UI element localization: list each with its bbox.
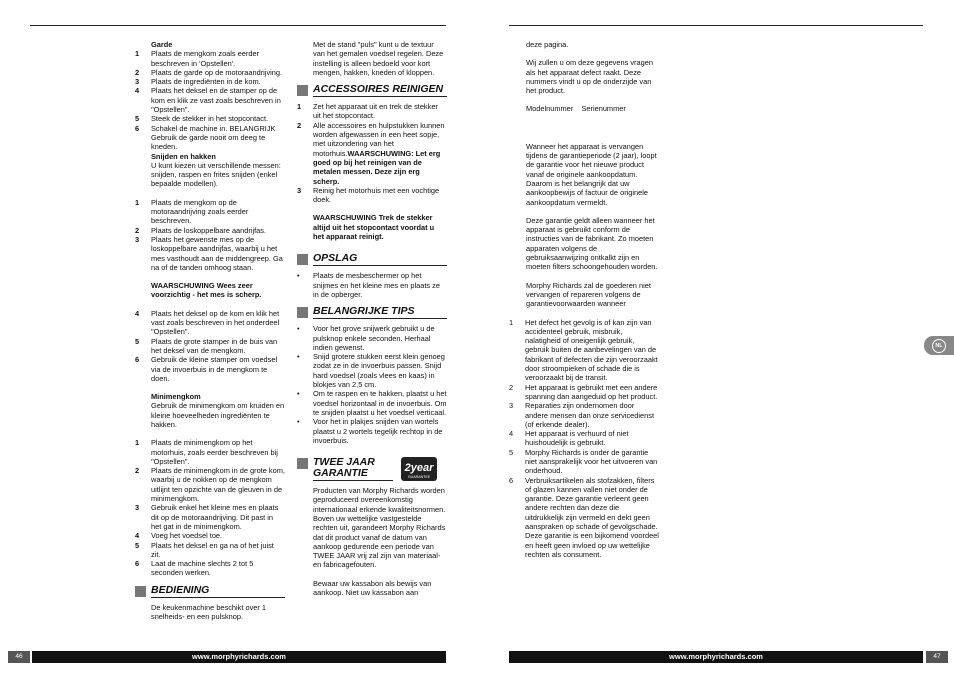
list-item-text: Plaats de minimengkom in de grote kom, waarbij u de nokken op de mengkom uitlijnt ten opzichte van de gleuven in de minimengkom.: [151, 466, 285, 504]
list-item-text: Verbruiksartikelen als stofzakken, filters of glazen kannen vallen niet onder de garantie. Deze garantie verleent geen andere rechten dan deze die uitdrukkelijk zijn vermeld en dekt geen aanspraken op schade of gevolgschade. Deze garantie is een bijkomend voordeel en heeft geen invloed op uw wettelijke rechten als consument.: [525, 475, 659, 559]
list-item-text: Laat de machine slechts 2 tot 5 seconden werken.: [151, 559, 254, 578]
list-item: [509, 318, 659, 383]
garantie-section-head: [297, 457, 447, 481]
list-item-text: Voor het in plakjes snijden van wortels plaatst u 2 wortels tegelijk rechtop in de invoerbuis.: [313, 417, 443, 445]
step-number: 2: [509, 382, 514, 392]
column-3: [509, 40, 659, 559]
column-2: [297, 40, 447, 597]
list-item-text: Snijd grotere stukken eerst klein genoeg zodat ze in de invoerbuis passen. Snijd hard voedsel (zoals vlees en kaas) in blokjes van 2,5 cm.: [313, 352, 445, 390]
step-number: 1: [135, 197, 140, 207]
list-item-text: Plaats de grote stamper in de buis van het deksel van de mengkom.: [151, 336, 278, 355]
list-item: [509, 383, 659, 402]
list-item: [135, 235, 285, 272]
step-number: 4: [135, 86, 140, 96]
section-square-icon: [297, 254, 308, 265]
list-item-text: Steek de stekker in het stopcontact.: [151, 114, 269, 124]
list-item: [135, 355, 285, 383]
list-item: [297, 389, 447, 417]
footer-url-left: www.morphyrichards.com: [32, 651, 446, 663]
section-square-icon: [297, 85, 308, 96]
step-number: 5: [135, 336, 140, 346]
list-item-text: Plaats de mengkom zoals eerder beschreven in 'Opstellen'.: [151, 49, 260, 68]
bullet-marker: •: [297, 271, 300, 281]
step-number: 5: [135, 114, 140, 124]
snijden-steps-1: [135, 198, 285, 272]
model-serial-line: [509, 104, 659, 113]
accessoires-heading: ACCESSOIRES REINIGEN: [313, 84, 447, 97]
step-number: 4: [509, 429, 514, 439]
model-number-label: Modelnummer: [526, 104, 574, 114]
list-item-text: Morphy Richards is onder de garantie niet aansprakelijk voor het uitvoeren van onderhoud.: [525, 447, 658, 476]
step-number: 2: [135, 67, 140, 77]
step-number: 1: [135, 49, 140, 59]
list-item: [135, 49, 285, 68]
list-item-text: Het apparaat is gebruikt met een andere spanning dan aangeduid op het product.: [525, 382, 658, 401]
bediening-text: De keukenmachine beschikt over 1 snelheids- en een pulsknop.: [151, 602, 267, 622]
language-tab: NL: [924, 336, 954, 355]
step-number: 4: [135, 308, 140, 318]
snijden-heading: Snijden en hakken: [151, 151, 216, 161]
list-item: [135, 226, 285, 235]
step-number: 6: [135, 355, 140, 365]
accessoires-warning: WAARSCHUWING Trek de stekker altijd uit het stopcontact voordat u het apparaat reinigt.: [313, 213, 435, 242]
list-item-text: Voeg het voedsel toe.: [151, 531, 223, 541]
list-item-text: Om te raspen en te hakken, plaatst u het voedsel horizontaal in de invoerbuis. Om te snijden plaatst u het voedsel verticaal.: [313, 389, 447, 417]
list-item: [509, 401, 659, 429]
badge-small-text: GUARANTEE: [407, 475, 431, 480]
snijden-steps-2: [135, 309, 285, 383]
list-item-text: Schakel de machine in. BELANGRIJK Gebruik de garde nooit om deeg te kneden.: [151, 123, 276, 152]
opslag-section-head: [297, 253, 447, 266]
list-item: 3 Reinig het motorhuis met een vochtige doek.: [297, 185, 440, 205]
garde-heading: Garde: [151, 40, 173, 49]
list-item-text: Het apparaat is verhuurd of niet huishoudelijk is gebruikt.: [525, 429, 629, 448]
bullet-marker: •: [297, 389, 300, 399]
list-item: [509, 476, 659, 560]
bullet-marker: •: [297, 352, 300, 362]
list-item-text: Plaats het deksel op de kom en klik het vast zoals beschreven in het onderdeel "Opstellen".: [151, 308, 280, 337]
footer-url-right: www.morphyrichards.com: [509, 651, 923, 663]
list-item: [135, 466, 285, 503]
list-item-text: Plaats het deksel en ga na of het juist zit.: [151, 540, 274, 559]
col3-p2: Wij zullen u om deze gegevens vragen als het apparaat defect raakt. Deze nummers vindt u op de onderzijde van het product.: [526, 58, 653, 96]
list-item-text: Gebruik enkel het kleine mes en plaats dit op de motoraandrijving. Dit past in het gat in de minimengkom.: [151, 503, 279, 531]
step-number: 6: [135, 123, 140, 133]
tips-section-head: [297, 306, 447, 319]
list-item: [135, 198, 285, 226]
step-number: 2: [135, 466, 140, 476]
step-number: 3: [135, 234, 140, 244]
garantie-p1: Producten van Morphy Richards worden geproduceerd overeenkomstig internationaal erkende kwaliteitsnormen. Boven uw wettelijke vastgestelde rechten uit, garandeert Morphy Richards dat dit product vanaf de datum van aankoop gedurende een periode van TWEE JAAR vrij zal zijn van materiaal- en fabricagefouten.: [313, 486, 446, 570]
list-item: [135, 531, 285, 540]
list-item: [135, 541, 285, 560]
opslag-heading: OPSLAG: [313, 253, 447, 266]
list-item-text: Plaats de minimengkom op het motorhuis, zoals eerder beschreven bij "Opstellen".: [151, 438, 278, 466]
step-number: 6: [135, 559, 140, 569]
snijden-intro: U kunt kiezen uit verschillende messen: snijden, raspen en frites snijden (enkel bepaalde modellen).: [151, 160, 281, 189]
step-number: 4: [135, 531, 140, 541]
two-year-guarantee-badge: [401, 457, 437, 481]
list-item: [297, 352, 447, 389]
tips-bullets: [297, 324, 447, 445]
page-number-right: 47: [926, 651, 948, 663]
minimengkom-intro: Gebruik de minimengkom om kruiden en kleine hoeveelheden ingrediënten te hakken.: [151, 401, 285, 429]
col3-p5: Morphy Richards zal de goederen niet vervangen of repareren volgens de garantievoorwaarden wanneer: [526, 280, 651, 309]
top-rule-right: [509, 25, 923, 26]
list-item: [135, 559, 285, 578]
garde-steps: [135, 49, 285, 151]
snijden-warning: WAARSCHUWING Wees zeer voorzichtig - het mes is scherp.: [151, 281, 262, 300]
list-item: 1 Zet het apparaat uit en trek de stekker uit het stopcontact.: [297, 102, 438, 121]
step-number: 3: [509, 401, 514, 411]
list-item-text: Gebruik de kleine stamper om voedsel via de invoerbuis in de mengkom te doen.: [151, 355, 278, 383]
list-item: [297, 324, 447, 352]
list-item-text: Plaats de garde op de motoraandrijving.: [151, 67, 283, 77]
opslag-bullets: [297, 271, 447, 299]
list-item: [135, 337, 285, 356]
accessoires-section-head: [297, 84, 447, 97]
list-item-text: Plaats de ingrediënten in de kom.: [151, 77, 261, 87]
exclusions-list: [509, 318, 659, 560]
list-item-text: Plaats de mengkom op de motoraandrijving zoals eerder beschreven.: [151, 197, 249, 226]
list-item: [135, 503, 285, 531]
bediening-section-head: [135, 585, 285, 598]
list-item: [297, 271, 447, 299]
column-1: [135, 40, 285, 621]
garantie-heading: TWEE JAAR GARANTIE: [313, 457, 393, 481]
tips-heading: BELANGRIJKE TIPS: [313, 306, 447, 319]
step-number: 1: [509, 317, 514, 327]
list-item: [135, 124, 285, 152]
badge-big-text: 2year: [404, 462, 434, 475]
list-item-text: Plaats de loskoppelbare aandrijfas.: [151, 225, 267, 235]
list-item: [135, 77, 285, 86]
list-item-text: Het defect het gevolg is of kan zijn van accidenteel gebruik, misbruik, nalatigheid of oneigenlijk gebruik, gebruik buiten de aanbevelingen van de fabrikant of defecten die zijn veroorzaakt door stroompieken of schade die is veroorzaakt bij de transit.: [525, 317, 658, 383]
list-item-text: Reparaties zijn ondernomen door andere mensen dan onze servicedienst (of erkende dealer).: [525, 401, 655, 429]
top-rule-left: [30, 25, 446, 26]
step-number: 6: [509, 475, 514, 485]
list-item: [135, 309, 285, 337]
list-item: [297, 417, 447, 445]
garantie-p2: Bewaar uw kassabon als bewijs van aankoop. Niet uw kassabon aan: [313, 578, 432, 598]
puls-text: Met de stand "puls" kunt u de textuur van het gemalen voedsel regelen. Deze instelling is alleen bedoeld voor kort mengen, hakken, kneden of kloppen.: [313, 40, 444, 77]
section-square-icon: [297, 458, 308, 469]
list-item-text: Plaats het gewenste mes op de loskoppelbare aandrijfas, waarbij u het mes vasthoudt aan de middengreep. Ga na of de tanden omhoog staan.: [151, 234, 283, 272]
step-number: 1: [135, 438, 140, 448]
list-item-text: Voor het grove snijwerk gebruikt u de pulsknop enkele seconden. Herhaal indien gewenst.: [313, 324, 435, 352]
list-item: [135, 438, 285, 466]
minimengkom-heading: Minimengkom: [151, 392, 201, 402]
list-item: [135, 86, 285, 114]
step-number: 5: [509, 447, 514, 457]
list-item-text: Plaats de mesbeschermer op het snijmes en het kleine mes en plaats ze in de opberger.: [313, 271, 440, 299]
list-item-text: Plaats het deksel en de stamper op de kom en klik ze vast zoals beschreven in "Opstellen".: [151, 86, 281, 115]
step-number: 3: [135, 503, 140, 513]
serial-number-label: Serienummer: [581, 104, 626, 114]
section-square-icon: [297, 307, 308, 318]
list-item: [135, 68, 285, 77]
list-item: [509, 429, 659, 448]
col3-p1: deze pagina.: [526, 40, 569, 49]
bullet-marker: •: [297, 324, 300, 334]
list-item: [135, 114, 285, 123]
col3-p4: Deze garantie geldt alleen wanneer het apparaat is gebruikt conform de instructies van de fabrikant. Zo moeten apparaten volgens de gebruiksaanwijzing ontkalkt zijn en moeten filters schoongehouden worden.: [526, 215, 658, 272]
minimengkom-steps: [135, 438, 285, 577]
step-number: 3: [135, 77, 140, 87]
list-item: 2 Alle accessoires en hulpstukken kunnen worden afgewassen in een heet sopje, met uitzondering van het motorhuis.WAARSCHUWING: Let erg goed op bij het reinigen van de metalen messen. Deze zijn erg scherp.: [297, 120, 445, 186]
page-number-left: 46: [8, 651, 30, 663]
bullet-marker: •: [297, 417, 300, 427]
step-number: 2: [135, 225, 140, 235]
section-square-icon: [135, 586, 146, 597]
step-number: 5: [135, 540, 140, 550]
bediening-heading: BEDIENING: [151, 585, 285, 598]
col3-p3: Wanneer het apparaat is vervangen tijdens de garantieperiode (2 jaar), loopt de garantie voor het nieuwe product vanaf de originele aankoopdatum. Daarom is het belangrijk dat uw aankoopbewijs of factuur de originele aankoopdatum vermeldt.: [526, 141, 657, 207]
list-item: [509, 448, 659, 476]
